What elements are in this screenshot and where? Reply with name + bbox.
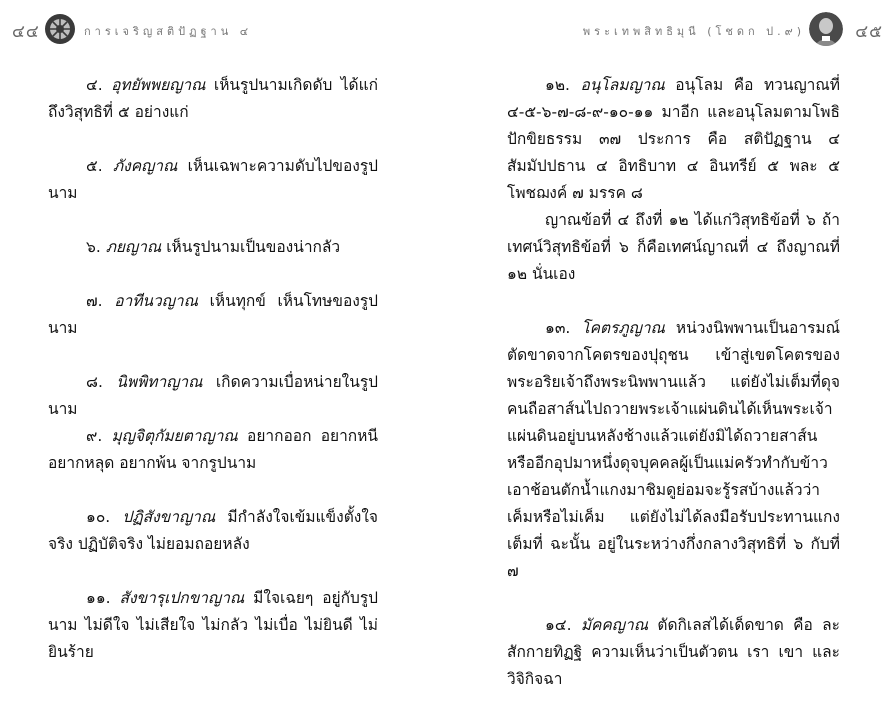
left-running-title: การเจริญสติปัฏฐาน ๔ [84, 25, 253, 38]
body-paragraph: ญาณข้อที่ ๔ ถึงที่ ๑๒ ได้แก่วิสุทธิข้อที่ ๖ ถ้าเทศน์วิสุทธิข้อที่ ๖ ก็คือเทศน์ญาณที่ ๔ ถึงญาณที่ ๑๒ นั่นเอง [507, 211, 840, 283]
list-item: ๘. นิพพิทาญาณ เกิดความเบื่อหน่ายในรูปนาม [48, 373, 378, 418]
list-item: ๑๐. ปฏิสังขาญาณ มีกำลังใจเข้มแข็งตั้งใจจริง ปฏิบัติจริง ไม่ยอมถอยหลัง [48, 508, 378, 553]
left-page-number: ๔๔ [12, 22, 40, 42]
list-item: ๑๑. สังขารุเปกขาญาณ มีใจเฉยๆ อยู่กับรูปนาม ไม่ดีใจ ไม่เสียใจ ไม่กลัว ไม่เบื่อ ไม่ยินดี ไม่ยินร้าย [48, 589, 378, 661]
list-item: ๔. อุทยัพพยญาณ เห็นรูปนามเกิดดับ ได้แก่ถึงวิสุทธิที่ ๕ อย่างแก่ [48, 76, 378, 121]
list-item: ๗. อาทีนวญาณ เห็นทุกข์ เห็นโทษของรูปนาม [48, 292, 378, 337]
list-item: ๙. มุญจิตุกัมยตาญาณ อยากออก อยากหนี อยากหลุด อยากพ้น จากรูปนาม [48, 427, 378, 472]
right-running-title: พระเทพสิทธิมุนี (โชดก ป.๙) [582, 25, 805, 38]
right-page-number: ๔๕ [855, 22, 883, 42]
page-header [0, 0, 893, 60]
list-item: ๑๒. อนุโลมญาณ อนุโลม คือ ทวนญาณที่ ๔-๕-๖-๗-๘-๙-๑๐-๑๑ มาอีก และอนุโลมตามโพธิปักขิยธรรม ๓๗ ประการ คือ สติปัฏฐาน ๔ สัมมัปปธาน ๔ อิทธิบาท ๔ อินทรีย์ ๕ พละ ๕ โพชฌงค์ ๗ มรรค ๘ [507, 76, 840, 202]
monk-portrait-icon [809, 12, 843, 46]
list-item: ๑๓. โคตรภูญาณ หน่วงนิพพานเป็นอารมณ์ ตัดขาดจากโคตรของปุถุชน เข้าสู่เขตโคตรของพระอริยเจ้าถึงพระนิพพานแล้ว แต่ยังไม่เต็มที่ดุจคนถือสาส์นไปถวายพระเจ้าแผ่นดินได้เห็นพระเจ้าแผ่นดินอยู่บนหลังช้างแล้วแต่ยังมิได้ถวายสาส์น หรืออีกอุปมาหนึ่งดุจบุคคลผู้เป็นแม่ครัวทำกับข้าว เอาช้อนตักน้ำแกงมาชิมดูย่อมจะรู้รสบ้างแล้วว่าเค็มหรือไม่เค็ม แต่ยังไม่ได้ลงมือรับประทานแกงเต็มที่ ฉะนั้น อยู่ในระหว่างกึ่งกลางวิสุทธิที่ ๖ กับที่ ๗ [507, 319, 840, 580]
right-page-column [507, 72, 840, 720]
dharma-wheel-icon [44, 13, 76, 45]
list-item: ๖. ภยญาณ เห็นรูปนามเป็นของน่ากลัว [86, 238, 341, 256]
left-page-column [48, 72, 378, 693]
list-item: ๑๔. มัคคญาณ ตัดกิเลสได้เด็ดขาด คือ ละสักกายทิฏฐิ ความเห็นว่าเป็นตัวตน เรา เขา และวิจิกิจฉา [507, 616, 840, 688]
list-item: ๕. ภังคญาณ เห็นเฉพาะความดับไปของรูปนาม [48, 157, 378, 202]
